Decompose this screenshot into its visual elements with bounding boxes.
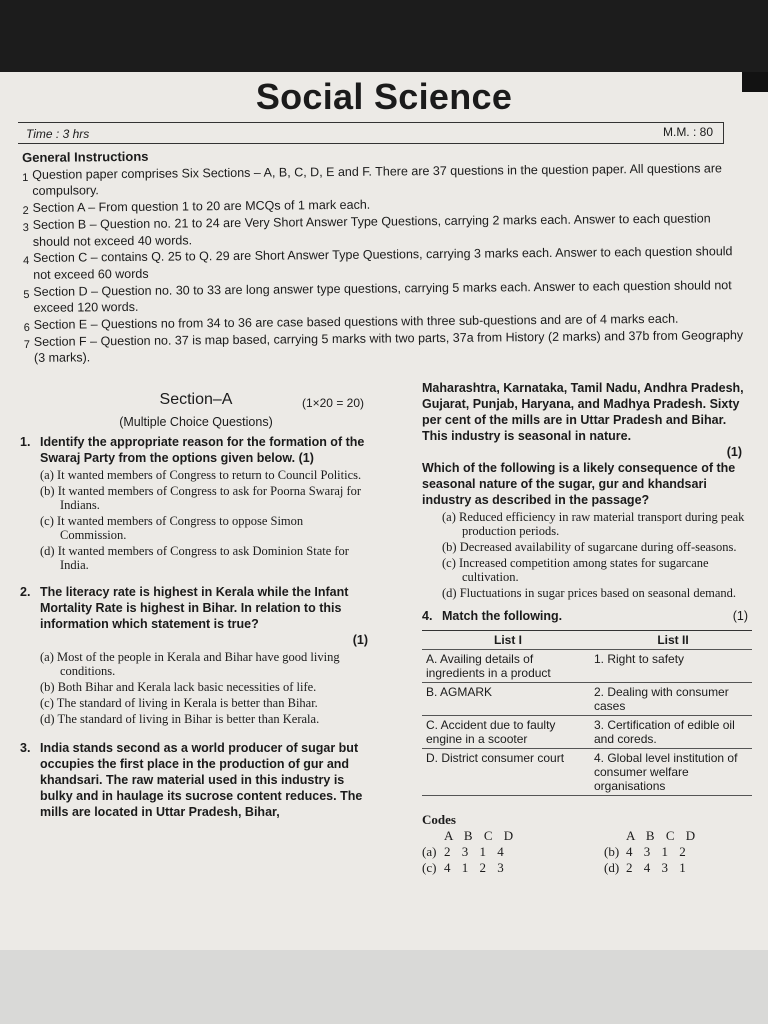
option: (b) Decreased availability of sugarcane during off-seasons. (442, 540, 737, 554)
page-title: Social Science (255, 76, 513, 117)
question-text: Match the following. (442, 609, 563, 623)
match-table (422, 630, 752, 796)
instructions-heading: General Instructions (22, 148, 149, 165)
codes-label: Codes (422, 812, 456, 827)
option: (d) Fluctuations in sugar prices based on seasonal demand. (442, 586, 737, 600)
code-option: (d) (604, 860, 620, 875)
option: (a) Reduced efficiency in raw material transport during peak production periods. (442, 510, 745, 538)
code-values: 4 1 2 3 (444, 860, 504, 875)
exam-page (0, 72, 768, 950)
option: (d) The standard of living in Bihar is better than Kerala. (40, 712, 320, 726)
codes-header: A B C D (626, 828, 696, 843)
question-3-passage-cont: Maharashtra, Karnataka, Tamil Nadu, Andhra Pradesh, Gujarat, Punjab, Haryana, and Madhya Pradesh. Sixty per cent of the mills are in Uttar Pradesh and Bihar. This industry is seasonal in nature. (1) (422, 380, 752, 460)
question-4: 4. Match the following. (1) (422, 609, 748, 623)
question-3: 3. India stands second as a world producer of sugar but occupies the first place in the production of gur and khandsari. The raw material used in this industry is bulky and in haulage its sucrose content reduces. The mills are located in Uttar Pradesh, Bihar, (20, 741, 363, 819)
question-text: Identify the appropriate reason for the formation of the Swaraj Party from the options given below. (40, 435, 365, 465)
match-header: List I List II (422, 631, 752, 650)
code-values: 2 4 3 1 (626, 860, 686, 875)
question-3-prompt: Which of the following is a likely consequence of the seasonal nature of the sugar, gur and khandsari industry as described in the passage? (422, 461, 736, 507)
match-row: A. Availing details of ingredients in a product 1. Right to safety (422, 650, 752, 683)
option: (a) It wanted members of Congress to return to Council Politics. (40, 468, 362, 482)
answer-codes (422, 812, 752, 876)
match-row: C. Accident due to faulty engine in a scooter 3. Certification of edible oil and coreds. (422, 716, 752, 749)
section-subtitle: (Multiple Choice Questions) (119, 415, 273, 429)
option: (a) Most of the people in Kerala and Bihar have good living conditions. (40, 650, 340, 678)
option: (c) Increased competition among states for sugarcane cultivation. (442, 556, 709, 584)
left-column (20, 392, 372, 820)
question-passage-start: India stands second as a world producer of sugar but occupies the first place in the production of gur and khandsari. The raw material used in this industry is bulky and in haulage its sucrose content reduces. The mills are located in Uttar Pradesh, Bihar, (40, 741, 363, 819)
option: (d) It wanted members of Congress to ask Dominion State for India. (40, 544, 349, 572)
code-option: (c) (422, 860, 437, 875)
instruction-item: 6 Section E – Questions no from 34 to 36 are case based questions with three sub-questions and are of 4 marks each. (23, 311, 679, 335)
code-option: (b) (604, 844, 620, 859)
section-heading (20, 392, 372, 414)
instruction-item: 7 Section F – Question no. 37 is map based, carrying 5 marks with two parts, 37a from History (2 marks) and 37b from Geography (3 marks). (23, 327, 744, 366)
question-marks: (1) (298, 451, 314, 465)
instruction-item: 2 Section A – From question 1 to 20 are MCQs of 1 mark each. (22, 197, 371, 218)
code-values: 2 3 1 4 (444, 844, 504, 859)
question-marks: (1) (732, 609, 748, 623)
code-option: (a) (422, 844, 437, 859)
instruction-item: 3 Section B – Question no. 21 to 24 are Very Short Answer Type Questions, carrying 2 marks each. Answer to each question should not exceed 40 words. (22, 211, 711, 249)
section-name: Section–A (159, 391, 233, 408)
codes-grid (422, 828, 752, 876)
question-marks: (1) (726, 445, 742, 459)
question-text: The literacy rate is highest in Kerala while the Infant Mortality Rate is highest in Bihar. In relation to this information which statement is true? (40, 585, 349, 631)
corner-mark (742, 72, 768, 92)
match-row: B. AGMARK 2. Dealing with consumer cases (422, 683, 752, 716)
section-marks: (1×20 = 20) (301, 396, 364, 410)
code-values: 4 3 1 2 (626, 844, 686, 859)
question-marks: (1) (352, 633, 368, 647)
right-column (422, 380, 752, 876)
option: (b) It wanted members of Congress to ask for Poorna Swaraj for Indians. (40, 484, 362, 512)
match-row: D. District consumer court 4. Global level institution of consumer welfare organisations (422, 749, 752, 796)
time-label: Time : 3 hrs (26, 127, 90, 141)
option: (b) Both Bihar and Kerala lack basic necessities of life. (40, 680, 317, 694)
instruction-item: 4 Section C – contains Q. 25 to Q. 29 are Short Answer Type Questions, carrying 3 marks each. Answer to each question should not exceed 60 words (23, 244, 733, 282)
option: (c) It wanted members of Congress to oppose Simon Commission. (40, 514, 304, 542)
instruction-item: 5 Section D – Question no. 30 to 33 are long answer type questions, carrying 5 marks each. Answer to each question should not exceed 120 words. (23, 277, 732, 316)
question-1: 1. Identify the appropriate reason for the formation of the Swaraj Party from the options given below. (1) (20, 435, 365, 465)
instruction-item: 1 Question paper comprises Six Sections – A, B, C, D, E and F. There are 37 questions in the question paper. All questions are compulsory. (22, 160, 723, 199)
max-marks-label: M.M. : 80 (662, 125, 713, 139)
time-marks-bar (18, 122, 724, 144)
codes-header: A B C D (444, 828, 514, 843)
general-instructions (22, 143, 744, 367)
page-bottom-margin (0, 950, 768, 1024)
question-2: 2. The literacy rate is highest in Kerala while the Infant Mortality Rate is highest in Bihar. In relation to this information which statement is true? (20, 585, 349, 631)
option: (c) The standard of living in Kerala is better than Bihar. (40, 696, 318, 710)
